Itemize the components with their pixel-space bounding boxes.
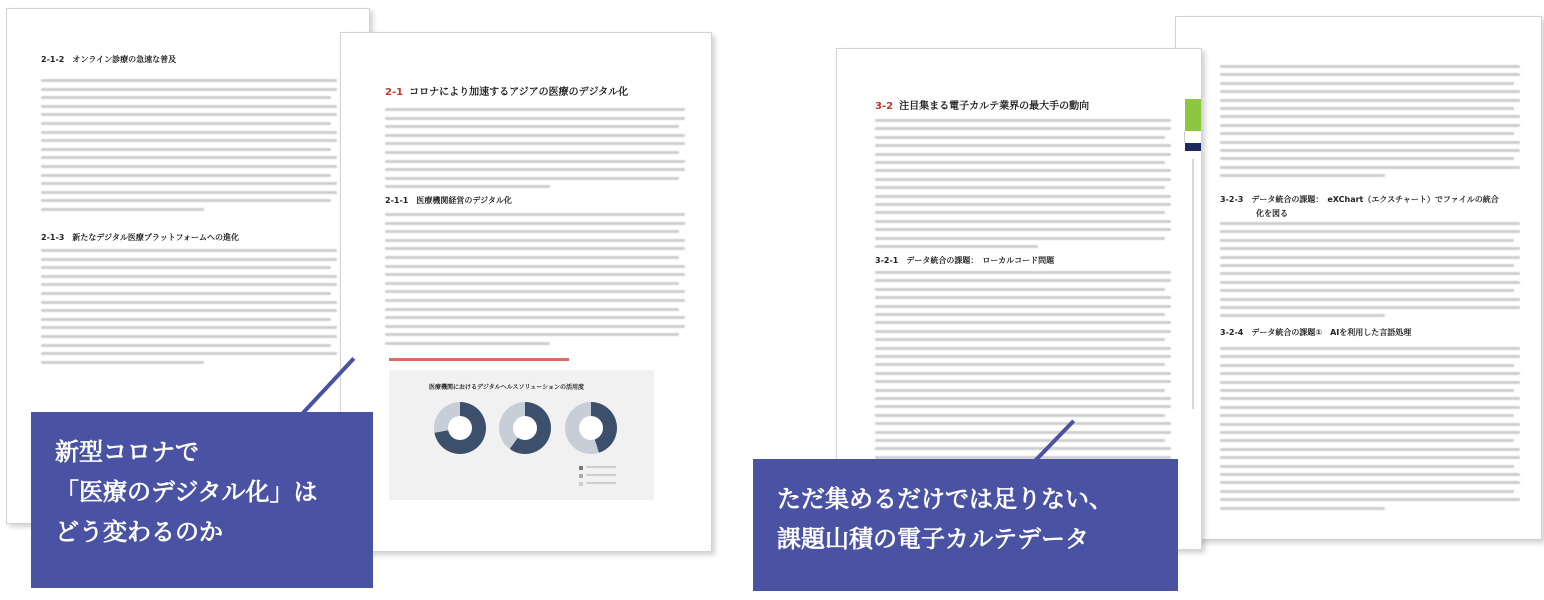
text-line xyxy=(1220,314,1385,317)
text-line xyxy=(1220,414,1514,417)
text-line xyxy=(875,203,1171,206)
text-line xyxy=(385,299,685,302)
callout-box-left xyxy=(31,412,373,588)
text-line xyxy=(41,191,337,194)
donut-chart xyxy=(499,402,551,454)
text-line xyxy=(1220,174,1385,177)
text-line xyxy=(875,338,1165,341)
text-line xyxy=(1220,298,1520,301)
figure-title: 医療機関におけるデジタルヘルスソリューションの活用度 xyxy=(429,384,585,391)
legend-text xyxy=(586,482,616,484)
text-line xyxy=(385,325,685,328)
document-page-left-front xyxy=(340,32,712,552)
text-line xyxy=(41,96,331,99)
text-line xyxy=(41,122,331,125)
text-line xyxy=(41,182,337,185)
text-line xyxy=(875,195,1171,198)
section-heading-line: 3-2-3 データ統合の課題： eXChart（エクスチャート）でファイルの統合 xyxy=(1220,195,1499,204)
text-line xyxy=(875,271,1171,274)
text-line xyxy=(875,144,1171,147)
text-line xyxy=(385,213,685,216)
text-line xyxy=(41,148,331,151)
text-line xyxy=(875,186,1165,189)
text-line xyxy=(1220,439,1514,442)
text-line xyxy=(875,330,1171,333)
text-line xyxy=(385,239,685,242)
callout-line: 課題山積の電子カルテデータ xyxy=(777,525,1089,553)
text-line xyxy=(385,142,685,145)
text-line xyxy=(41,249,337,252)
text-line xyxy=(41,326,337,329)
text-line xyxy=(1220,149,1520,152)
section-title: コロナにより加速するアジアの医療のデジタル化 xyxy=(409,87,629,98)
text-line xyxy=(385,316,685,319)
legend-text xyxy=(586,474,616,476)
text-line xyxy=(385,160,685,163)
text-line xyxy=(1220,364,1514,367)
vertical-chapter-text xyxy=(1192,159,1194,409)
text-line xyxy=(385,125,679,128)
text-line xyxy=(1220,115,1520,118)
text-line xyxy=(875,313,1165,316)
text-line xyxy=(1220,306,1520,309)
text-line xyxy=(1220,124,1520,127)
section-heading xyxy=(875,97,1089,112)
text-line xyxy=(1220,456,1520,459)
text-line xyxy=(385,265,685,268)
text-line xyxy=(875,372,1171,375)
text-line xyxy=(41,309,337,312)
text-line xyxy=(1220,230,1520,233)
text-line xyxy=(41,301,337,304)
text-line xyxy=(875,414,1165,417)
text-line xyxy=(41,174,331,177)
text-line xyxy=(1220,107,1514,110)
text-line xyxy=(41,208,204,211)
text-line xyxy=(875,161,1165,164)
text-line xyxy=(41,199,331,202)
text-line xyxy=(875,279,1171,282)
text-line xyxy=(1220,132,1514,135)
text-line xyxy=(1220,372,1520,375)
figure-panel xyxy=(389,370,654,500)
text-line xyxy=(1220,406,1520,409)
text-line xyxy=(875,447,1171,450)
text-line xyxy=(1220,481,1520,484)
text-line xyxy=(41,292,331,295)
text-line xyxy=(1220,507,1385,510)
text-line xyxy=(875,288,1165,291)
text-line xyxy=(385,290,685,293)
text-line xyxy=(1220,73,1520,76)
text-line xyxy=(875,380,1171,383)
text-line xyxy=(1220,389,1514,392)
text-line xyxy=(1220,247,1520,250)
text-line xyxy=(875,305,1171,308)
legend-marker xyxy=(579,466,583,470)
text-line xyxy=(1220,347,1520,350)
text-line xyxy=(41,344,331,347)
text-line xyxy=(1220,431,1520,434)
text-line xyxy=(385,151,679,154)
legend-marker xyxy=(579,474,583,478)
text-line xyxy=(1220,239,1514,242)
text-line xyxy=(1220,99,1520,102)
text-line xyxy=(385,168,685,171)
sub-heading: 3-2-1 データ統合の課題： ローカルコード問題 xyxy=(875,256,1055,265)
figure-box xyxy=(389,358,669,518)
text-line xyxy=(41,88,337,91)
text-line xyxy=(41,105,337,108)
section-heading xyxy=(385,83,628,98)
document-page-right-back xyxy=(1175,16,1542,540)
section-title: 注目集まる電子カルテ業界の最大手の動向 xyxy=(899,101,1090,112)
text-line xyxy=(385,308,679,311)
text-line xyxy=(875,363,1165,366)
text-line xyxy=(1220,355,1520,358)
chapter-tab xyxy=(1184,131,1201,143)
text-line xyxy=(41,165,337,168)
text-line xyxy=(1220,289,1514,292)
text-line xyxy=(875,347,1171,350)
text-line xyxy=(875,153,1171,156)
section-heading: 2-1-2 オンライン診療の急速な普及 xyxy=(41,55,177,64)
text-line xyxy=(1220,141,1520,144)
text-line xyxy=(385,247,685,250)
section-number: 3-2 xyxy=(875,101,894,112)
text-line xyxy=(1220,157,1514,160)
text-line xyxy=(385,117,685,120)
text-line xyxy=(41,131,337,134)
text-line xyxy=(875,178,1171,181)
text-line xyxy=(41,113,337,116)
text-line xyxy=(875,431,1171,434)
text-line xyxy=(41,318,331,321)
text-line xyxy=(875,389,1165,392)
text-line xyxy=(385,273,685,276)
text-line xyxy=(1220,381,1520,384)
text-line xyxy=(41,361,204,364)
section-heading-line: 化を図る xyxy=(1256,209,1288,218)
text-line xyxy=(385,108,685,111)
chapter-tab xyxy=(1185,143,1201,151)
text-line xyxy=(875,355,1171,358)
text-line xyxy=(875,245,1038,248)
text-line xyxy=(1220,281,1520,284)
text-line xyxy=(385,256,679,259)
section-heading xyxy=(1220,193,1499,221)
text-line xyxy=(875,169,1171,172)
text-line xyxy=(1220,65,1520,68)
text-line xyxy=(1220,490,1514,493)
text-line xyxy=(875,397,1171,400)
text-line xyxy=(41,258,337,261)
text-line xyxy=(385,230,679,233)
callout-box-right xyxy=(753,459,1178,591)
text-line xyxy=(875,296,1171,299)
text-line xyxy=(1220,498,1520,501)
text-line xyxy=(1220,90,1520,93)
text-line xyxy=(385,282,679,285)
callout-line: 「医療のデジタル化」は xyxy=(55,478,318,506)
text-line xyxy=(41,79,337,82)
text-line xyxy=(41,352,337,355)
text-line xyxy=(41,266,331,269)
text-line xyxy=(875,439,1165,442)
text-line xyxy=(875,136,1165,139)
text-line xyxy=(385,134,685,137)
text-line xyxy=(875,405,1171,408)
text-line xyxy=(1220,448,1520,451)
text-line xyxy=(385,342,550,345)
text-line xyxy=(1220,473,1520,476)
text-line xyxy=(875,119,1171,122)
text-line xyxy=(41,275,337,278)
text-line xyxy=(1220,82,1514,85)
text-line xyxy=(875,321,1171,324)
text-line xyxy=(385,185,550,188)
legend-text xyxy=(586,466,616,468)
section-heading: 2-1-3 新たなデジタル医療プラットフォームへの進化 xyxy=(41,233,240,242)
callout-line: ただ集めるだけでは足りない、 xyxy=(777,485,1113,513)
text-line xyxy=(875,220,1171,223)
text-line xyxy=(41,335,337,338)
chapter-tab xyxy=(1185,99,1201,131)
text-line xyxy=(41,283,337,286)
text-line xyxy=(875,127,1171,130)
donut-chart xyxy=(565,402,617,454)
text-line xyxy=(1220,264,1514,267)
callout-line: 新型コロナで xyxy=(55,438,199,466)
text-line xyxy=(1220,465,1514,468)
text-line xyxy=(1220,222,1520,225)
callout-line: どう変わるのか xyxy=(55,518,223,546)
text-line xyxy=(875,211,1165,214)
text-line xyxy=(385,177,679,180)
text-line xyxy=(875,237,1165,240)
legend-marker xyxy=(579,482,583,486)
figure-caption-bar xyxy=(389,358,569,361)
text-line xyxy=(1220,256,1520,259)
donut-chart xyxy=(434,402,486,454)
text-line xyxy=(1220,166,1520,169)
section-heading: 3-2-4 データ統合の課題① AIを利用した言語処理 xyxy=(1220,328,1412,337)
text-line xyxy=(385,333,679,336)
text-line xyxy=(875,422,1171,425)
sub-heading: 2-1-1 医療機関経営のデジタル化 xyxy=(385,196,512,205)
text-line xyxy=(41,139,337,142)
text-line xyxy=(1220,397,1520,400)
text-line xyxy=(1220,423,1520,426)
text-line xyxy=(875,228,1171,231)
section-number: 2-1 xyxy=(385,87,404,98)
text-line xyxy=(41,156,337,159)
text-line xyxy=(385,222,685,225)
text-line xyxy=(1220,272,1520,275)
